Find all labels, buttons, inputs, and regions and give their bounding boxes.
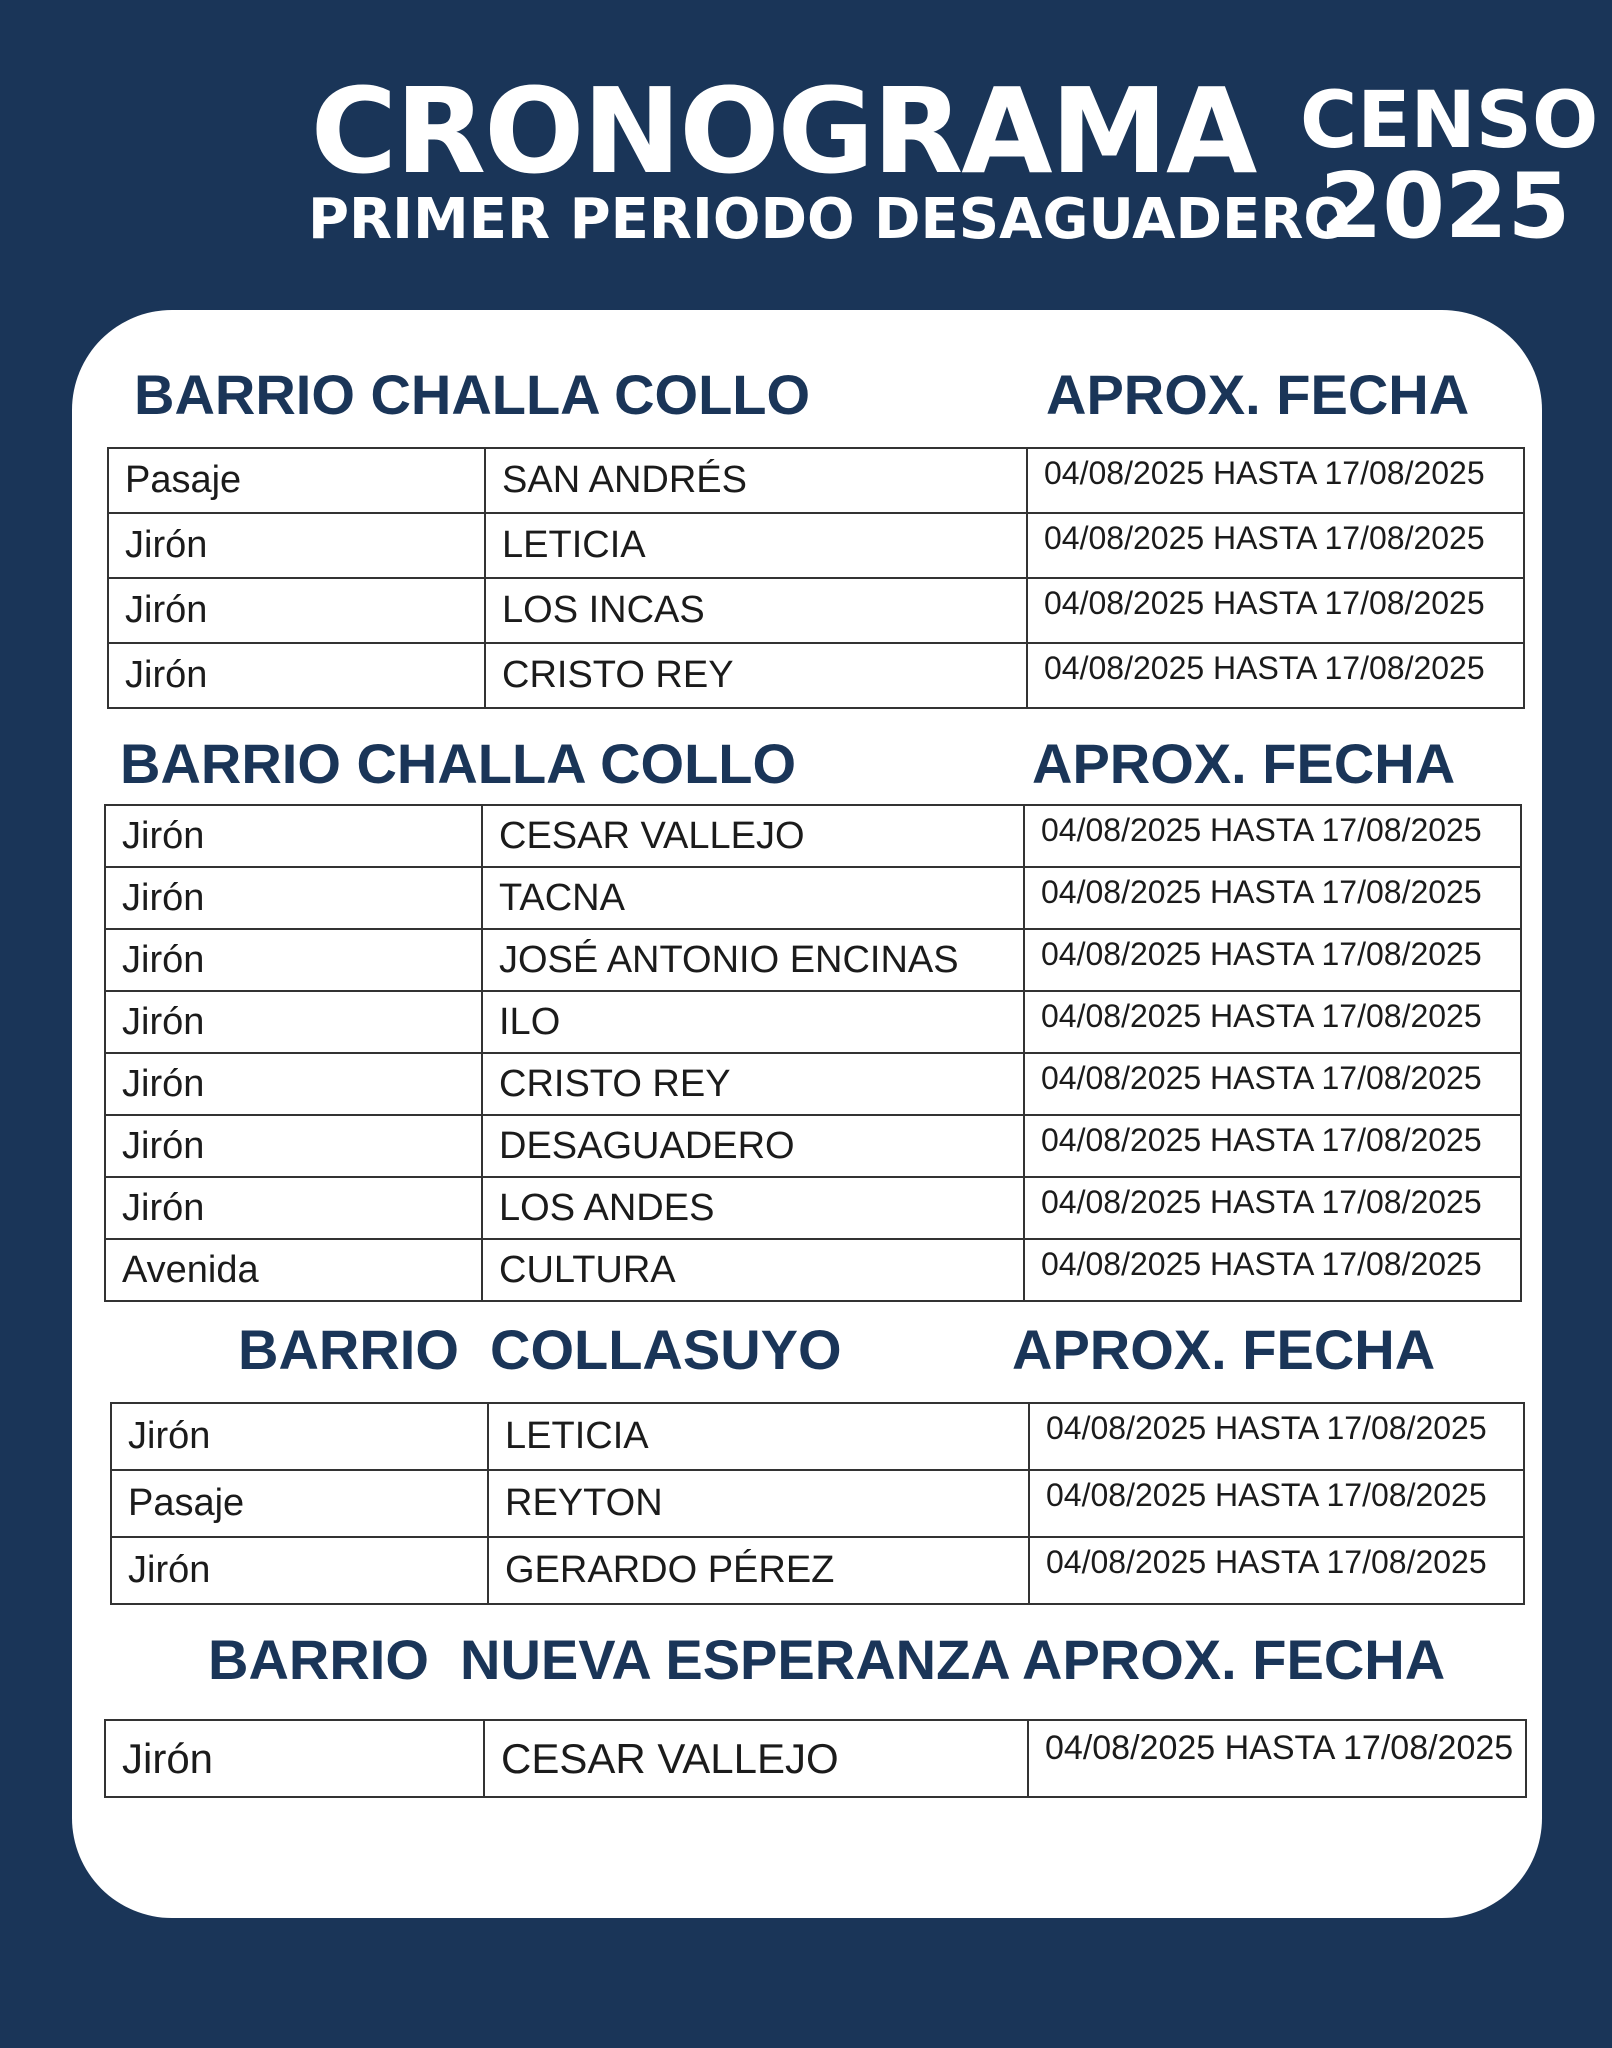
date-range: 04/08/2025 HASTA 17/08/2025 — [1024, 929, 1521, 991]
street-type: Jirón — [105, 805, 482, 867]
street-name: CESAR VALLEJO — [482, 805, 1024, 867]
census-badge-year: 2025 — [1319, 154, 1571, 259]
street-type: Jirón — [111, 1403, 488, 1470]
barrio-name: BARRIO NUEVA ESPERANZA — [208, 1628, 1011, 1691]
street-name: CULTURA — [482, 1239, 1024, 1301]
date-range: 04/08/2025 HASTA 17/08/2025 — [1027, 643, 1524, 708]
date-range: 04/08/2025 HASTA 17/08/2025 — [1024, 1239, 1521, 1301]
barrio-name: BARRIO CHALLA COLLO — [134, 363, 811, 426]
table-row — [105, 805, 1521, 867]
date-column-label: APROX. FECHA — [1046, 363, 1470, 426]
date-column-label: APROX. FECHA — [1012, 1318, 1436, 1381]
date-range: 04/08/2025 HASTA 17/08/2025 — [1024, 1177, 1521, 1239]
street-name: CRISTO REY — [482, 1053, 1024, 1115]
street-type: Jirón — [105, 1115, 482, 1177]
table-row — [105, 1053, 1521, 1115]
schedule-table — [110, 1402, 1525, 1605]
schedule-table — [104, 804, 1522, 1302]
date-range: 04/08/2025 HASTA 17/08/2025 — [1024, 1115, 1521, 1177]
street-type: Jirón — [105, 929, 482, 991]
street-name: GERARDO PÉREZ — [488, 1537, 1029, 1604]
street-name: CESAR VALLEJO — [484, 1720, 1028, 1797]
census-badge-word: CENSO — [1300, 76, 1599, 166]
date-range: 04/08/2025 HASTA 17/08/2025 — [1024, 991, 1521, 1053]
date-range: 04/08/2025 HASTA 17/08/2025 — [1024, 805, 1521, 867]
table-row — [108, 643, 1524, 708]
table-row — [105, 867, 1521, 929]
table-row — [111, 1537, 1524, 1604]
schedule-table — [104, 1719, 1527, 1798]
section-header — [134, 360, 1474, 430]
street-type: Avenida — [105, 1239, 482, 1301]
table-row — [108, 448, 1524, 513]
date-range: 04/08/2025 HASTA 17/08/2025 — [1024, 867, 1521, 929]
street-name: LETICIA — [488, 1403, 1029, 1470]
street-type: Jirón — [105, 867, 482, 929]
street-type: Jirón — [105, 1720, 484, 1797]
table-row — [105, 1177, 1521, 1239]
street-type: Jirón — [108, 643, 485, 708]
table-row — [105, 991, 1521, 1053]
table-row — [111, 1470, 1524, 1537]
street-type: Jirón — [105, 991, 482, 1053]
street-type: Jirón — [111, 1537, 488, 1604]
date-range: 04/08/2025 HASTA 17/08/2025 — [1027, 448, 1524, 513]
barrio-name: BARRIO CHALLA COLLO — [120, 732, 797, 795]
table-row — [111, 1403, 1524, 1470]
date-range: 04/08/2025 HASTA 17/08/2025 — [1024, 1053, 1521, 1115]
street-type: Jirón — [108, 513, 485, 578]
street-name: LOS INCAS — [485, 578, 1027, 643]
date-range: 04/08/2025 HASTA 17/08/2025 — [1027, 578, 1524, 643]
street-type: Jirón — [105, 1177, 482, 1239]
date-range: 04/08/2025 HASTA 17/08/2025 — [1029, 1470, 1524, 1537]
street-name: SAN ANDRÉS — [485, 448, 1027, 513]
date-range: 04/08/2025 HASTA 17/08/2025 — [1029, 1403, 1524, 1470]
date-range: 04/08/2025 HASTA 17/08/2025 — [1028, 1720, 1526, 1797]
barrio-name: BARRIO COLLASUYO — [238, 1318, 842, 1381]
page-subtitle: PRIMER PERIODO DESAGUADERO — [308, 187, 1351, 252]
street-type: Pasaje — [108, 448, 485, 513]
table-row — [105, 1115, 1521, 1177]
date-column-label: APROX. FECHA — [1032, 732, 1456, 795]
table-row — [108, 513, 1524, 578]
street-type: Jirón — [108, 578, 485, 643]
page-title: CRONOGRAMA — [310, 62, 1256, 200]
date-column-label: APROX. FECHA — [1022, 1628, 1446, 1691]
street-name: TACNA — [482, 867, 1024, 929]
street-name: REYTON — [488, 1470, 1029, 1537]
table-row — [105, 929, 1521, 991]
date-range: 04/08/2025 HASTA 17/08/2025 — [1027, 513, 1524, 578]
street-name: DESAGUADERO — [482, 1115, 1024, 1177]
street-name: LOS ANDES — [482, 1177, 1024, 1239]
street-name: LETICIA — [485, 513, 1027, 578]
section-header — [208, 1625, 1538, 1695]
section-header — [120, 729, 1460, 799]
table-row — [105, 1720, 1526, 1797]
street-type: Jirón — [105, 1053, 482, 1115]
street-name: JOSÉ ANTONIO ENCINAS — [482, 929, 1024, 991]
street-type: Pasaje — [111, 1470, 488, 1537]
section-header — [238, 1315, 1538, 1385]
date-range: 04/08/2025 HASTA 17/08/2025 — [1029, 1537, 1524, 1604]
street-name: ILO — [482, 991, 1024, 1053]
schedule-table — [107, 447, 1525, 709]
table-row — [108, 578, 1524, 643]
street-name: CRISTO REY — [485, 643, 1027, 708]
table-row — [105, 1239, 1521, 1301]
